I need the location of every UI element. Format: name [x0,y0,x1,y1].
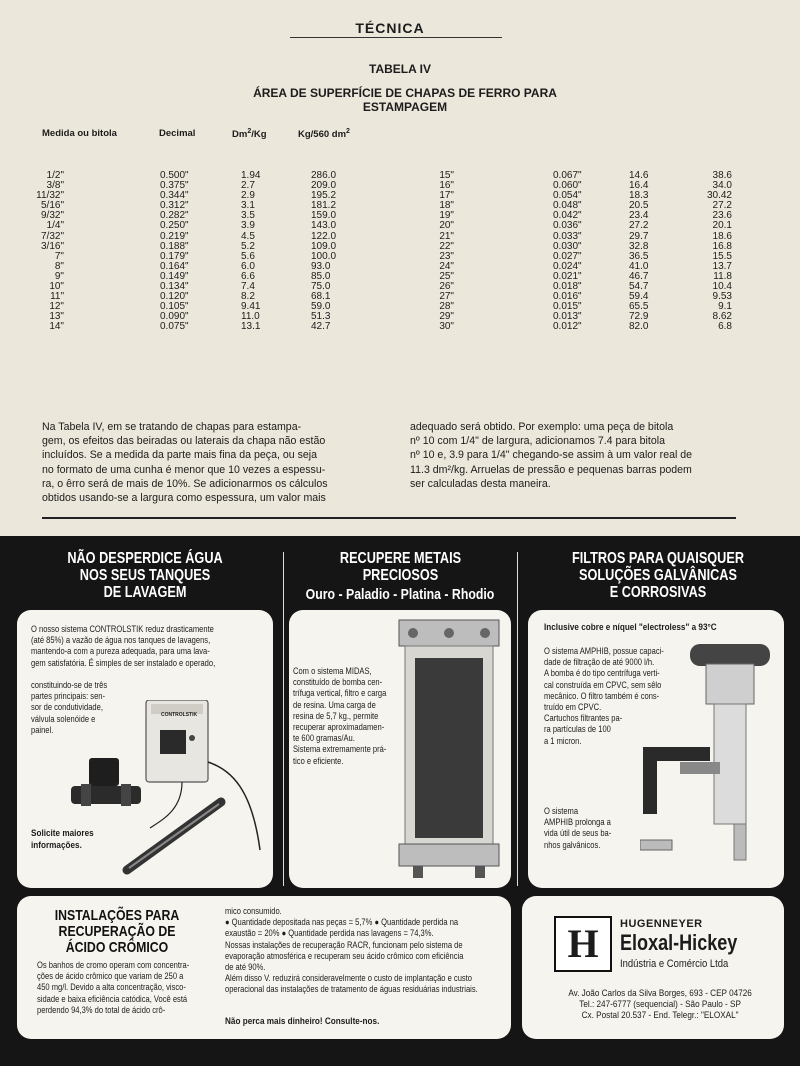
table-cell: 20.5 [629,200,649,212]
table-cell: 59.4 [629,291,649,303]
body-line: A bomba é do tipo centrífuga verti- [544,668,660,679]
table-cell: 54.7 [629,281,649,293]
table-cell: 34.0 [712,180,732,192]
body-line: válvula solenóide e [31,713,96,724]
table-cell: 36.5 [629,250,649,262]
ad-water-body-continued [31,680,134,736]
table-cell: 5/16" [40,200,64,212]
paragraph-line: nº 10 com 1/4" de largura, adicionamos 7.4 para bitola [410,435,665,448]
body-line: nhos galvânicos. [544,839,601,850]
paragraph-line: ser calculadas desta maneira. [410,477,551,490]
ad-water-panel [17,610,273,888]
ad-chromic-panel [17,896,511,1039]
table-cell: 9.41 [241,301,261,313]
cta-line: informações. [31,840,82,851]
ad-water-cta [31,828,94,852]
ad-chromic-cta: Não perca mais dinheiro! Consulte-nos. [225,1016,380,1027]
paragraph-line: gem, os efeitos das beiradas ou laterais da chapa não estão [42,435,326,448]
body-line: sor de condutividade, [31,702,103,713]
table-cell: 2.7 [241,180,255,192]
body-line: 450 mg/l. Devido a alta concentração, visco- [37,982,186,993]
body-line: trífuga vertical, filtro e carga [293,688,387,699]
address-line: Cx. Postal 20.537 - End. Telegr.: "ELOXAL" [581,1010,739,1021]
ad-metals-body [293,666,396,767]
headline-line: RECUPERE METAIS [339,550,462,567]
table-cell: 0.120" [160,291,189,303]
table-cell: 16.4 [629,180,649,192]
table-cell: 0.024" [553,260,582,272]
headline-line: E CORROSIVAS [609,584,707,601]
table-cell: 0.134" [160,281,189,293]
headline-line: NÃO DESPERDICE ÁGUA [67,550,223,567]
headline-line: FILTROS PARA QUAISQUER [571,550,745,567]
body-line: Com o sistema MIDAS, [293,666,372,676]
table-cell: 26" [439,281,454,293]
midas-filter-illustration [393,618,505,880]
ad-chromic-headline [35,908,199,956]
company-name: Eloxal-Hickey [620,930,738,955]
paragraph-line: no formato de uma cunha é menor que 10 vezes a espessu- [42,463,326,476]
table-cell: 6.0 [241,260,255,272]
table-cell: 0.027" [553,250,582,262]
table-cell: 10.4 [712,281,732,293]
col-header-dm2kg: Dm$^2$/Kg [232,128,267,141]
paragraph-right-column [410,420,740,491]
ad-chromic-body-right [225,906,509,996]
headline-line: RECUPERAÇÃO DE [58,923,176,940]
table-cell: 0.012" [553,321,582,333]
table-cell: 42.7 [311,321,331,333]
table-cell: 0.219" [160,230,189,242]
table-cell: 0.164" [160,260,189,272]
table-cell: 32.8 [629,240,649,252]
table-cell: 17" [439,190,454,202]
table-cell: 13" [49,311,64,323]
headline-line: PRECIOSOS [362,567,439,584]
table-cell: 11.8 [713,270,732,282]
paragraph-left-column [42,420,387,505]
conductivity-probe-illustration [117,796,227,876]
paragraph-line: obtidos usando-se a largura como espessura, um valor mais [42,492,326,505]
table-cell: 0.013" [553,311,582,323]
table-cell: 109.0 [311,240,337,252]
body-line: mico consumido. [225,906,282,916]
body-line: perdendo 94,3% do total de ácido crô- [37,1004,166,1015]
ad-metals-panel [289,610,511,888]
body-line: O sistema AMPHIB, possue capaci- [544,646,664,656]
table-cell: 1/4" [46,220,64,232]
table-cell: 28" [439,301,454,313]
table-left-decimal-column [160,171,189,333]
table-cell: 8" [54,260,64,272]
table-cell: 0.179" [160,250,189,262]
paragraph-line: incluídos. Se a medida da parte mais fina da peça, ou seja [42,449,318,462]
table-cell: 6.6 [241,270,255,282]
body-line: mantendo-a com a pureza adequada, para uma lava- [31,646,210,657]
ad-water-body [31,624,255,669]
table-cell: 100.0 [311,250,337,262]
table-cell: 12" [49,301,64,313]
table-left-kg560-column [311,171,336,333]
table-cell: 181.2 [311,200,337,212]
table-cell: 13.1 [241,321,261,333]
body-line: constituindo-se de três [31,680,108,690]
table-cell: 2.9 [241,190,255,202]
table-cell: 3.5 [241,210,255,222]
table-cell: 46.7 [629,270,649,282]
table-cell: 8.2 [241,291,255,303]
body-line: vida útil de seus ba- [544,828,612,839]
device-label: CONTROLSTIK [161,712,198,718]
table-cell: 0.500" [160,170,189,181]
table-cell: 143.0 [311,220,337,232]
table-cell: 27" [439,291,454,303]
cta-line: Solicite maiores [31,828,94,839]
table-cell: 29" [439,311,454,323]
table-cell: 29.7 [629,230,649,242]
table-cell: 19" [439,210,454,222]
ad-filters-panel [528,610,784,888]
body-line: O nosso sistema CONTROLSTIK reduz drasticamente [31,624,214,634]
table-cell: 21" [439,230,454,242]
body-line: (até 85%) a vazão de água nos tanques de lavagens, [31,635,211,646]
table-cell: 15" [439,170,454,181]
table-cell: 0.344" [160,190,189,202]
table-cell: 0.054" [553,190,582,202]
table-cell: 11.0 [241,311,260,323]
amphib-pump-illustration [640,644,780,878]
body-line: sidade e baixa eficiência catódica, Você está [37,993,188,1004]
paragraph-line: ra, o êrro será de mais de 10%. Se adicionarmos os cálculos [42,477,328,490]
body-line: resina de 5,7 kg., permite [293,710,379,721]
paragraph-line: 11.3 dm²/kg. Arruelas de pressão e pequenas barras podem [410,463,692,476]
table-right-dm2kg-column [629,171,648,333]
body-line: Nossas instalações de recuperação RACR, funcionam pelo sistema de [225,939,463,950]
headline-line: DE LAVAGEM [103,584,187,601]
table-right-medida-column [410,171,454,333]
table-cell: 209.0 [311,180,337,192]
table-cell: 0.036" [553,220,582,232]
body-line: ● Quantidade depositada nas peças = 5,7% ● Quantidade perdida na [225,917,459,928]
body-line: Além disso V. reduzirá consideravelmente o custo de implantação e custo [225,973,472,984]
table-cell: 1.94 [241,170,261,181]
ad-filters-subhead: Inclusive cobre e níquel "electroless" a 93°C [544,622,717,633]
ad-metals-headline [308,550,493,584]
col-header-decimal: Decimal [159,128,196,139]
headline-line: NOS SEUS TANQUES [79,567,211,584]
body-line: ções de ácido crômico que variam de 250 a [37,971,184,982]
table-cell: 24" [439,260,454,272]
table-cell: 82.0 [629,321,649,333]
table-cell: 18.6 [712,230,732,242]
body-line: painel. [31,724,54,735]
table-cell: 18.3 [629,190,649,202]
table-cell: 0.018" [553,281,582,293]
table-cell: 1/2" [46,170,64,181]
table-cell: 65.5 [629,301,649,313]
table-cell: 25" [439,270,454,282]
table-left-medida-column [30,171,64,333]
table-cell: 7" [54,250,64,262]
table-cell: 59.0 [311,301,331,313]
table-cell: 23.6 [712,210,732,222]
body-line: de até 90%. [225,962,266,973]
body-line: a 1 micron. [544,735,582,746]
table-cell: 5.2 [241,240,255,252]
ad-chromic-body-left [37,960,218,1016]
company-logo [554,916,612,972]
body-line: O sistema [544,806,579,816]
table-cell: 159.0 [311,210,337,222]
table-cell: 122.0 [311,230,337,242]
paragraph-line: adequado será obtido. Por exemplo: uma peça de bitola [410,421,674,433]
body-line: Sistema extremamente prá- [293,744,387,755]
body-line: dade de filtração de até 9000 l/h. [544,657,655,668]
table-cell: 0.188" [160,240,189,252]
table-cell: 20" [439,220,454,232]
table-cell: 68.1 [311,291,331,303]
table-cell: 14" [49,321,64,333]
address-line: Tel.: 247-6777 (sequencial) - São Paulo - SP [579,999,741,1010]
col-header-kg560: Kg/560 $dm^2$ [298,128,350,141]
table-title: ÁREA DE SUPERFÍCIE DE CHAPAS DE FERRO PARA ESTAMPAGEM [253,86,557,114]
body-line: ra partículas de 100 [544,724,611,735]
table-cell: 0.105" [160,301,189,313]
table-right-kg560-column [690,171,732,333]
body-line: Cartuchos filtrantes pa- [544,713,623,724]
table-cell: 0.149" [160,270,189,282]
table-cell: 14.6 [629,170,649,181]
table-cell: 11" [50,291,64,303]
table-cell: 0.250" [160,220,189,232]
ad-column-separator [283,552,284,886]
headline-line: ÁCIDO CRÔMICO [65,939,169,956]
table-cell: 0.067" [553,170,582,181]
company-tagline: Indústria e Comércio Ltda [620,958,729,970]
table-cell: 23.4 [629,210,649,222]
table-cell: 0.042" [553,210,582,222]
table-cell: 5.6 [241,250,255,262]
address-line: Av. João Carlos da Silva Borges, 693 - CEP 04726 [568,988,752,999]
body-line: operacional das instalações de tratamento de águas residuárias industriais. [225,984,478,995]
table-cell: 85.0 [311,270,331,282]
table-cell: 4.5 [241,230,255,242]
table-cell: 93.0 [311,260,331,272]
body-line: exaustão = 20% ● Quantidade perdida nas lavagens = 74,3%. [225,928,434,939]
ad-water-headline [43,550,248,601]
table-cell: 51.3 [311,311,331,323]
table-cell: 3.9 [241,220,255,232]
table-cell: 9.53 [712,291,732,303]
table-cell: 0.375" [160,180,189,192]
section-title: TÉCNICA [355,20,425,36]
body-line: recuperar aproximadamen- [293,722,385,733]
table-cell: 16" [439,180,454,192]
table-cell: 286.0 [311,170,337,181]
table-cell: 10" [49,281,64,293]
headline-line: SOLUÇÕES GALVÂNICAS [579,567,737,584]
table-cell: 0.075" [160,321,189,333]
table-cell: 9/32" [40,210,64,222]
table-cell: 0.021" [553,270,582,282]
table-cell: 195.2 [311,190,337,202]
table-cell: 9" [54,270,64,282]
table-cell: 20.1 [712,220,732,232]
company-logo-letter: H [567,921,599,966]
table-cell: 0.033" [553,230,582,242]
body-line: truído em CPVC. [544,702,602,713]
body-line: de resina. Uma carga de [293,699,376,710]
table-cell: 30" [439,321,454,333]
table-cell: 9.1 [718,301,732,313]
table-cell: 16.8 [712,240,732,252]
paragraph-line: Na Tabela IV, em se tratando de chapas para estampa- [42,421,302,433]
body-line: partes principais: sen- [31,691,106,702]
body-line: mecânico. O filtro também é cons- [544,690,660,701]
table-cell: 0.016" [553,291,582,303]
company-name-small: HUGENNEYER [620,918,703,930]
table-cell: 0.090" [160,311,189,323]
table-cell: 38.6 [712,170,732,181]
table-cell: 0.048" [553,200,582,212]
col-header-medida: Medida ou bitola [42,128,117,139]
body-line: AMPHIB prolonga a [544,817,611,828]
table-cell: 13.7 [712,260,732,272]
table-cell: 0.030" [553,240,582,252]
table-cell: 22" [439,240,454,252]
page-divider [42,517,736,519]
body-line: constituído de bomba cen- [293,677,383,688]
body-line: cal construída em CPVC, sem sêlo [544,679,662,690]
ad-filters-headline [546,550,769,601]
table-cell: 7.4 [241,281,255,293]
table-left-dm2kg-column [241,171,260,333]
table-right-decimal-column [553,171,582,333]
body-line: Os banhos de cromo operam com concentra- [37,960,190,970]
table-cell: 6.8 [718,321,732,333]
table-cell: 3/16" [40,240,64,252]
table-cell: 8.62 [712,311,732,323]
table-cell: 7/32" [40,230,64,242]
table-cell: 0.282" [160,210,189,222]
table-cell: 0.060" [553,180,582,192]
ad-column-separator [517,552,518,886]
table-cell: 27.2 [712,200,732,212]
table-cell: 0.312" [160,200,189,212]
table-cell: 18" [439,200,454,212]
body-line: tico e eficiente. [293,755,344,766]
table-cell: 30.42 [706,190,732,202]
paragraph-line: nº 10 e, 3.9 para 1/4" chegando-se assim à um valor real de [410,449,693,462]
advertisement-area [0,536,800,1066]
table-cell: 11/32" [36,190,64,202]
table-cell: 3.1 [241,200,255,212]
headline-line: INSTALAÇÕES PARA [54,907,180,924]
table-cell: 23" [439,250,454,262]
ad-metals-subhead: Ouro - Paladio - Platina - Rhodio [305,586,495,603]
table-cell: 3/8" [46,180,64,192]
table-cell: 75.0 [311,281,331,293]
ad-filters-body-continued [544,806,630,851]
company-address [544,988,776,1021]
section-rule [290,37,502,38]
table-cell: 15.5 [712,250,732,262]
table-cell: 0.015" [553,301,582,313]
table-label: TABELA IV [369,62,431,76]
table-cell: 27.2 [629,220,649,232]
table-cell: 72.9 [629,311,649,323]
body-line: te 600 gramas/Au. [293,733,355,744]
body-line: gem satisfatória. É simples de ser instalado e operado, [31,657,216,668]
body-line: evaporação atmosférica e recuperam seu ácido crômico com eficiência [225,950,464,961]
company-panel [522,896,784,1039]
table-cell: 41.0 [629,260,649,272]
